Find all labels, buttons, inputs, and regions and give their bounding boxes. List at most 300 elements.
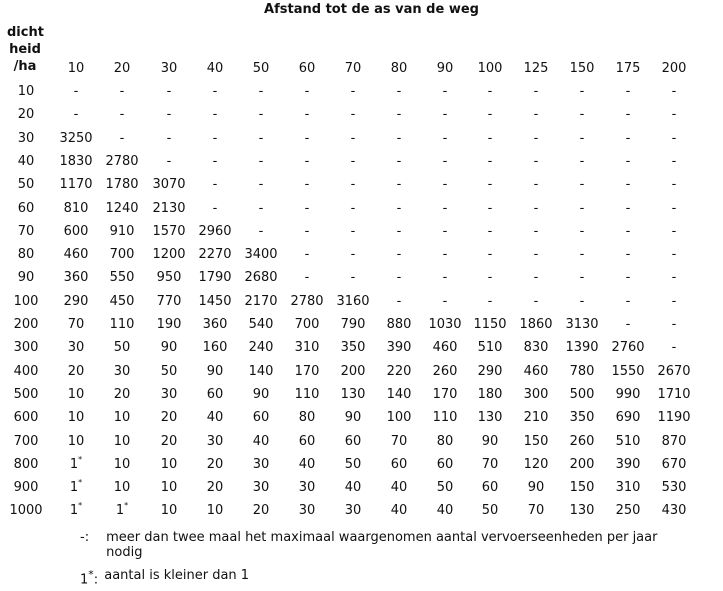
table-cell: -	[350, 84, 356, 99]
row-header: 900	[13, 480, 39, 496]
column-header: 30	[160, 61, 178, 76]
table-cell: -	[442, 84, 448, 99]
table-cell: 1200	[152, 247, 186, 263]
row-header: 30	[17, 130, 35, 146]
table-cell: 360	[202, 317, 228, 332]
table-cell: 70	[390, 433, 408, 449]
table-cell: 1030	[428, 317, 462, 332]
table-cell: 670	[661, 456, 687, 472]
table-cell: -	[396, 223, 402, 239]
table-cell: -	[533, 107, 539, 123]
table-cell: 430	[661, 503, 687, 519]
row-header: 400	[13, 363, 39, 379]
table-cell: 460	[523, 363, 549, 379]
column-header: 60	[298, 61, 316, 76]
table-cell: 1240	[105, 200, 139, 216]
row-header: 50	[17, 177, 35, 193]
legend-item-star	[80, 568, 680, 587]
table-cell: 360	[63, 270, 89, 286]
row-header: 60	[17, 200, 35, 216]
table-cell: 60	[436, 456, 454, 472]
table-cell: 130	[477, 410, 503, 426]
table-cell: 30	[298, 480, 316, 496]
row-header: 800	[13, 456, 39, 472]
table-cell: 260	[432, 363, 458, 379]
table-cell: 50	[160, 363, 178, 379]
table-cell: 80	[298, 410, 316, 426]
table-cell: -	[396, 153, 402, 169]
table-cell: 50	[436, 480, 454, 496]
table-cell: -	[579, 247, 585, 263]
column-header: 80	[390, 61, 408, 76]
table-cell: -	[304, 130, 310, 146]
table-cell: 130	[569, 503, 595, 519]
column-header: 175	[615, 61, 641, 76]
table-cell: -	[625, 177, 631, 193]
table-cell: -	[625, 247, 631, 263]
row-header-label-line: dicht	[7, 25, 44, 40]
table-cell: 190	[156, 317, 182, 332]
table-cell: -	[625, 317, 631, 332]
table-cell: -	[487, 200, 493, 216]
table-cell: -	[579, 130, 585, 146]
table-cell: -	[258, 177, 264, 193]
column-header: 20	[113, 61, 131, 76]
table-cell: -	[487, 270, 493, 286]
legend-item-dash	[80, 530, 680, 560]
table-cell: -	[579, 270, 585, 286]
table-cell: -	[579, 84, 585, 99]
table-cell: 2760	[611, 340, 645, 356]
table-cell: 540	[248, 317, 274, 332]
table-cell: -	[671, 130, 677, 146]
table-cell: 500	[569, 386, 595, 402]
table-cell: 10	[160, 480, 178, 496]
table-cell: 310	[294, 340, 320, 356]
table-cell: -	[533, 153, 539, 169]
table-cell: -	[533, 200, 539, 216]
table-cell: 60	[252, 410, 270, 426]
table-cell: 10	[67, 410, 85, 426]
table-cell: 2270	[198, 247, 232, 263]
table-cell: -	[258, 130, 264, 146]
table-cell: -	[212, 84, 218, 99]
table-cell: 1450	[198, 293, 232, 309]
table-cell: -	[533, 293, 539, 309]
table-cell: 30	[298, 503, 316, 519]
table-cell: 880	[386, 317, 412, 332]
table-cell: 1710	[657, 386, 691, 402]
table-cell: 600	[63, 223, 89, 239]
table-cell: 110	[294, 386, 320, 402]
row-header: 20	[17, 107, 35, 123]
table-cell: 40	[344, 480, 362, 496]
table-cell: 160	[202, 340, 228, 356]
table-cell: -	[442, 247, 448, 263]
row-header: 90	[17, 270, 35, 286]
table-cell: 90	[344, 410, 362, 426]
table-cell: 3070	[152, 177, 186, 193]
table-cell: 1780	[105, 177, 139, 193]
table-cell: 460	[432, 340, 458, 356]
table-cell: 460	[63, 247, 89, 263]
table-cell: 510	[477, 340, 503, 356]
table-cell: -	[396, 107, 402, 123]
table-cell: -	[533, 84, 539, 99]
table-cell: 80	[436, 433, 454, 449]
table-cell: -	[579, 153, 585, 169]
table-cell: 60	[298, 433, 316, 449]
column-header: 10	[67, 61, 85, 76]
table-cell: 90	[481, 433, 499, 449]
row-header-label	[7, 24, 43, 75]
table-cell: -	[533, 247, 539, 263]
table-cell: 20	[206, 480, 224, 496]
table-cell: 70	[481, 456, 499, 472]
table-cell: 90	[160, 340, 178, 356]
table-cell: 30	[206, 433, 224, 449]
table-cell: 10	[67, 386, 85, 402]
table-cell: -	[350, 107, 356, 123]
table-cell: 30	[252, 456, 270, 472]
table-cell: 260	[569, 433, 595, 449]
row-header: 700	[13, 433, 39, 449]
table-cell: -	[166, 84, 172, 99]
table-cell: 1390	[565, 340, 599, 356]
table-cell: -	[304, 107, 310, 123]
table-cell: 550	[109, 270, 135, 286]
table-cell: 10	[113, 480, 131, 496]
table-cell: 3400	[244, 247, 278, 263]
table-cell: -	[73, 84, 79, 99]
table-cell: -	[442, 270, 448, 286]
table-cell: 90	[206, 363, 224, 379]
row-header: 10	[17, 84, 35, 99]
table-cell: -	[304, 200, 310, 216]
table-cell: 20	[206, 456, 224, 472]
table-cell: 30	[67, 340, 85, 356]
table-cell: -	[350, 223, 356, 239]
table-cell: 1830	[59, 153, 93, 169]
table-cell: 100	[386, 410, 412, 426]
table-cell: -	[671, 340, 677, 356]
table-cell: 10	[160, 456, 178, 472]
table-cell: 170	[432, 386, 458, 402]
table-cell: 120	[523, 456, 549, 472]
table-cell: 790	[340, 317, 366, 332]
table-cell: -	[166, 107, 172, 123]
column-header: 100	[477, 61, 503, 76]
table-cell: -	[350, 177, 356, 193]
legend-text: meer dan twee maal het maximaal waargenomen aantal vervoerseenheden per jaar nodig	[106, 530, 658, 560]
row-header-label-line: heid	[9, 42, 41, 57]
table-cell: -	[671, 107, 677, 123]
table-cell: 1*	[69, 478, 83, 496]
table-cell: 350	[569, 410, 595, 426]
table-cell: -	[487, 223, 493, 239]
table-cell: 40	[252, 433, 270, 449]
table-cell: 350	[340, 340, 366, 356]
table-cell: 20	[67, 363, 85, 379]
table-cell: -	[671, 200, 677, 216]
table-cell: -	[166, 130, 172, 146]
table-cell: -	[212, 177, 218, 193]
table-cell: 10	[160, 503, 178, 519]
table-cell: -	[625, 223, 631, 239]
table-cell: -	[671, 84, 677, 99]
table-cell: 20	[160, 433, 178, 449]
row-header: 80	[17, 247, 35, 263]
table-cell: 3130	[565, 317, 599, 332]
table-cell: 20	[113, 386, 131, 402]
table-cell: 10	[206, 503, 224, 519]
table-cell: -	[396, 270, 402, 286]
table-cell: 1*	[69, 501, 83, 519]
table-cell: 1150	[473, 317, 507, 332]
table-cell: -	[396, 247, 402, 263]
table-cell: -	[533, 130, 539, 146]
table-cell: -	[212, 107, 218, 123]
column-header: 150	[569, 61, 595, 76]
table-cell: 150	[523, 433, 549, 449]
table-cell: -	[487, 293, 493, 309]
table-cell: 510	[615, 433, 641, 449]
table-cell: 390	[615, 456, 641, 472]
table-cell: 200	[340, 363, 366, 379]
table-cell: 40	[436, 503, 454, 519]
table-cell: -	[442, 130, 448, 146]
table-cell: 240	[248, 340, 274, 356]
table-cell: 250	[615, 503, 641, 519]
table-cell: -	[671, 247, 677, 263]
table-cell: -	[258, 153, 264, 169]
table-cell: -	[671, 153, 677, 169]
table-cell: 200	[569, 456, 595, 472]
table-cell: -	[396, 200, 402, 216]
legend-text: aantal is kleiner dan 1	[104, 568, 250, 583]
table-cell: -	[671, 270, 677, 286]
row-header: 40	[17, 153, 35, 169]
table-cell: 40	[298, 456, 316, 472]
table-cell: -	[442, 177, 448, 193]
table-cell: -	[533, 223, 539, 239]
table-cell: 170	[294, 363, 320, 379]
legend-key: 1*:	[80, 568, 99, 588]
table-cell: 990	[615, 386, 641, 402]
row-header: 200	[13, 317, 39, 332]
table-cell: 40	[206, 410, 224, 426]
table-cell: 310	[615, 480, 641, 496]
column-header: 50	[252, 61, 270, 76]
table-cell: 20	[160, 410, 178, 426]
table-cell: -	[487, 107, 493, 123]
table-cell: 290	[63, 293, 89, 309]
table-cell: 40	[390, 503, 408, 519]
table-cell: -	[212, 130, 218, 146]
table-cell: -	[487, 247, 493, 263]
table-cell: 2130	[152, 200, 186, 216]
table-cell: 90	[527, 480, 545, 496]
table-cell: -	[258, 200, 264, 216]
table-cell: -	[304, 247, 310, 263]
table-cell: 2680	[244, 270, 278, 286]
table-cell: 50	[113, 340, 131, 356]
table-cell: -	[625, 107, 631, 123]
table-cell: 2170	[244, 293, 278, 309]
table-cell: -	[442, 153, 448, 169]
column-header: 90	[436, 61, 454, 76]
table-cell: 40	[390, 480, 408, 496]
column-header: 70	[344, 61, 362, 76]
table-cell: 390	[386, 340, 412, 356]
table-cell: -	[119, 130, 125, 146]
table-cell: -	[396, 293, 402, 309]
table-cell: 10	[113, 456, 131, 472]
table-cell: 90	[252, 386, 270, 402]
table-cell: 870	[661, 433, 687, 449]
table-cell: 220	[386, 363, 412, 379]
table-cell: -	[671, 177, 677, 193]
table-cell: 2780	[290, 293, 324, 309]
table-cell: -	[579, 223, 585, 239]
table-cell: 700	[109, 247, 135, 263]
table-cell: -	[304, 177, 310, 193]
table-cell: 700	[294, 317, 320, 332]
table-cell: 290	[477, 363, 503, 379]
table-cell: -	[625, 153, 631, 169]
row-header: 300	[13, 340, 39, 356]
table-cell: -	[533, 177, 539, 193]
table-cell: 150	[569, 480, 595, 496]
table-cell: 300	[523, 386, 549, 402]
row-header: 100	[13, 293, 39, 309]
row-header-label-line: /ha	[13, 59, 37, 74]
table-cell: -	[533, 270, 539, 286]
table-cell: 30	[252, 480, 270, 496]
table-cell: 770	[156, 293, 182, 309]
table-cell: 1860	[519, 317, 553, 332]
table-cell: -	[487, 177, 493, 193]
table-cell: 60	[206, 386, 224, 402]
table-cell: -	[258, 84, 264, 99]
table-cell: 10	[67, 433, 85, 449]
table-cell: 30	[344, 503, 362, 519]
table-cell: 60	[390, 456, 408, 472]
table-cell: -	[119, 84, 125, 99]
table-cell: -	[442, 107, 448, 123]
table-cell: 130	[340, 386, 366, 402]
table-cell: 3250	[59, 130, 93, 146]
table-cell: 60	[481, 480, 499, 496]
table-cell: -	[671, 223, 677, 239]
table-cell: 60	[344, 433, 362, 449]
table-cell: -	[625, 270, 631, 286]
table-cell: -	[487, 130, 493, 146]
table-cell: -	[442, 223, 448, 239]
table-cell: 70	[527, 503, 545, 519]
table-cell: 50	[481, 503, 499, 519]
table-cell: 1170	[59, 177, 93, 193]
table-cell: 1550	[611, 363, 645, 379]
table-cell: 10	[113, 433, 131, 449]
table-cell: 70	[67, 317, 85, 332]
table-cell: -	[625, 200, 631, 216]
table-cell: 110	[109, 317, 135, 332]
table-cell: -	[304, 270, 310, 286]
table-cell: -	[304, 223, 310, 239]
table-cell: 50	[344, 456, 362, 472]
table-cell: 3160	[336, 293, 370, 309]
table-cell: 1*	[69, 454, 83, 472]
table-cell: -	[212, 200, 218, 216]
table-cell: -	[625, 293, 631, 309]
column-header: 200	[661, 61, 687, 76]
column-header: 125	[523, 61, 549, 76]
table-cell: 1570	[152, 223, 186, 239]
column-header: 40	[206, 61, 224, 76]
table-cell: -	[304, 153, 310, 169]
table-cell: -	[442, 293, 448, 309]
table-cell: -	[350, 200, 356, 216]
table-cell: 830	[523, 340, 549, 356]
table-cell: -	[304, 84, 310, 99]
table-cell: -	[487, 84, 493, 99]
table-cell: 1790	[198, 270, 232, 286]
table-cell: 450	[109, 293, 135, 309]
table-cell: -	[350, 153, 356, 169]
table-cell: 690	[615, 410, 641, 426]
table-cell: 2670	[657, 363, 691, 379]
table-cell: -	[350, 270, 356, 286]
table-cell: -	[73, 107, 79, 123]
table-cell: 2780	[105, 153, 139, 169]
table-title: Afstand tot de as van de weg	[264, 2, 479, 17]
table-cell: 910	[109, 223, 135, 239]
table-cell: 810	[63, 200, 89, 216]
table-cell: 20	[252, 503, 270, 519]
table-cell: -	[579, 107, 585, 123]
table-cell: -	[579, 200, 585, 216]
table-cell: -	[350, 247, 356, 263]
table-cell: -	[671, 317, 677, 332]
table-cell: -	[487, 153, 493, 169]
table-cell: 110	[432, 410, 458, 426]
table-cell: -	[166, 153, 172, 169]
row-header: 600	[13, 410, 39, 426]
table-cell: -	[625, 84, 631, 99]
row-header: 500	[13, 386, 39, 402]
table-cell: -	[396, 130, 402, 146]
table-cell: -	[579, 293, 585, 309]
table-cell: 140	[248, 363, 274, 379]
table-cell: 210	[523, 410, 549, 426]
table-cell: 140	[386, 386, 412, 402]
table-cell: 1*	[115, 501, 129, 519]
table-cell: -	[625, 130, 631, 146]
table-cell: -	[350, 130, 356, 146]
table-cell: 180	[477, 386, 503, 402]
table-cell: 1190	[657, 410, 691, 426]
table-cell: -	[396, 177, 402, 193]
table-cell: -	[396, 84, 402, 99]
table-cell: 30	[160, 386, 178, 402]
table-cell: -	[119, 107, 125, 123]
table-cell: -	[258, 223, 264, 239]
table-cell: -	[258, 107, 264, 123]
table-cell: 10	[113, 410, 131, 426]
table-cell: 2960	[198, 223, 232, 239]
table-cell: -	[442, 200, 448, 216]
